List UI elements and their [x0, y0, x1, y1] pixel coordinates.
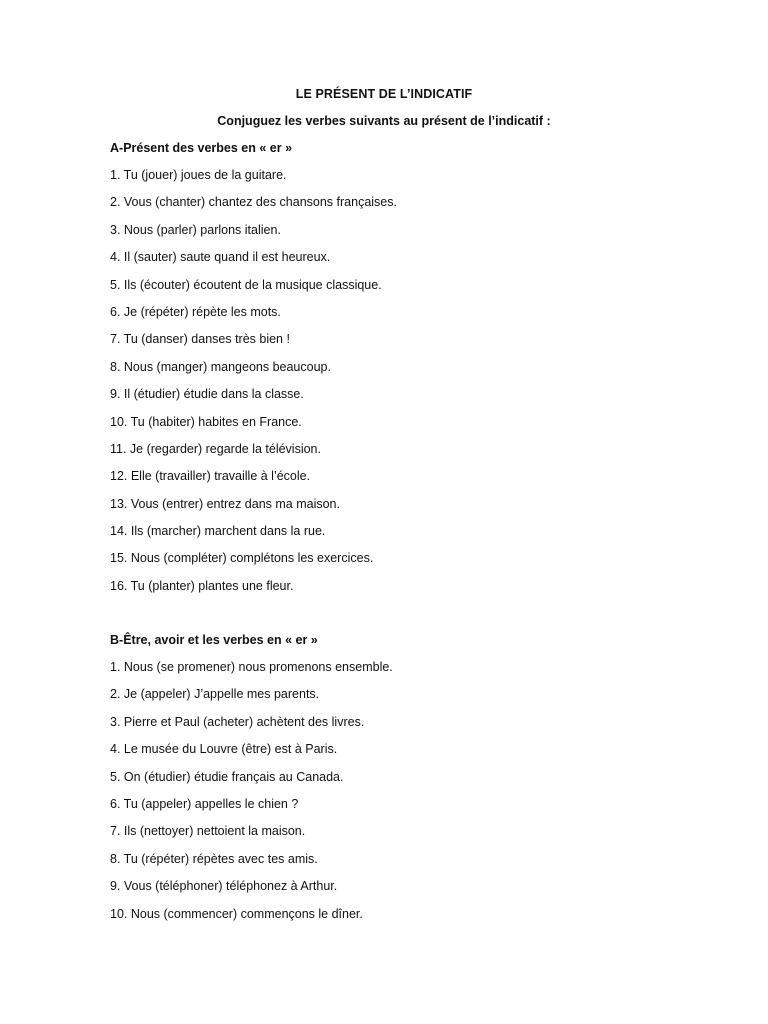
list-item: 9. Vous (téléphoner) téléphonez à Arthur. — [110, 879, 338, 894]
list-item: 2. Je (appeler) J’appelle mes parents. — [110, 687, 320, 702]
list-item: 12. Elle (travailler) travaille à l’école. — [110, 469, 311, 484]
section-a-heading: A-Présent des verbes en « er » — [110, 141, 293, 155]
list-item: 3. Pierre et Paul (acheter) achètent des livres. — [110, 714, 365, 729]
list-item: 14. Ils (marcher) marchent dans la rue. — [110, 524, 326, 539]
document-title: LE PRÉSENT DE L’INDICATIF — [295, 87, 473, 101]
list-item: 6. Je (répéter) répète les mots. — [110, 304, 281, 319]
list-item: 5. Ils (écouter) écoutent de la musique classique. — [110, 277, 382, 292]
section-a-list — [110, 166, 397, 604]
list-item: 4. Le musée du Louvre (être) est à Paris. — [110, 742, 338, 757]
list-item: 9. Il (étudier) étudie dans la classe. — [110, 387, 304, 402]
list-item: 5. On (étudier) étudie français au Canada. — [110, 769, 344, 784]
list-item: 8. Tu (répéter) répètes avec tes amis. — [110, 851, 318, 866]
list-item: 16. Tu (planter) plantes une fleur. — [110, 578, 294, 593]
list-item: 4. Il (sauter) saute quand il est heureux. — [110, 250, 331, 265]
section-b-list — [110, 658, 393, 932]
list-item: 15. Nous (compléter) complétons les exercices. — [110, 551, 374, 566]
section-b-heading: B-Être, avoir et les verbes en « er » — [110, 633, 318, 647]
list-item: 1. Nous (se promener) nous promenons ensemble. — [110, 660, 393, 674]
list-item: 2. Vous (chanter) chantez des chansons françaises. — [110, 195, 397, 210]
exercise-instruction: Conjuguez les verbes suivants au présent de l’indicatif : — [217, 114, 551, 128]
list-item: 13. Vous (entrer) entrez dans ma maison. — [110, 496, 340, 511]
list-item: 7. Tu (danser) danses très bien ! — [110, 332, 290, 347]
list-item: 10. Tu (habiter) habites en France. — [110, 414, 302, 429]
list-item: 7. Ils (nettoyer) nettoient la maison. — [110, 824, 306, 839]
list-item: 6. Tu (appeler) appelles le chien ? — [110, 796, 299, 811]
list-item: 10. Nous (commencer) commençons le dîner. — [110, 906, 363, 921]
list-item: 8. Nous (manger) mangeons beaucoup. — [110, 359, 331, 374]
list-item: 3. Nous (parler) parlons italien. — [110, 222, 281, 237]
list-item: 11. Je (regarder) regarde la télévision. — [110, 441, 321, 456]
list-item: 1. Tu (jouer) joues de la guitare. — [110, 168, 287, 182]
